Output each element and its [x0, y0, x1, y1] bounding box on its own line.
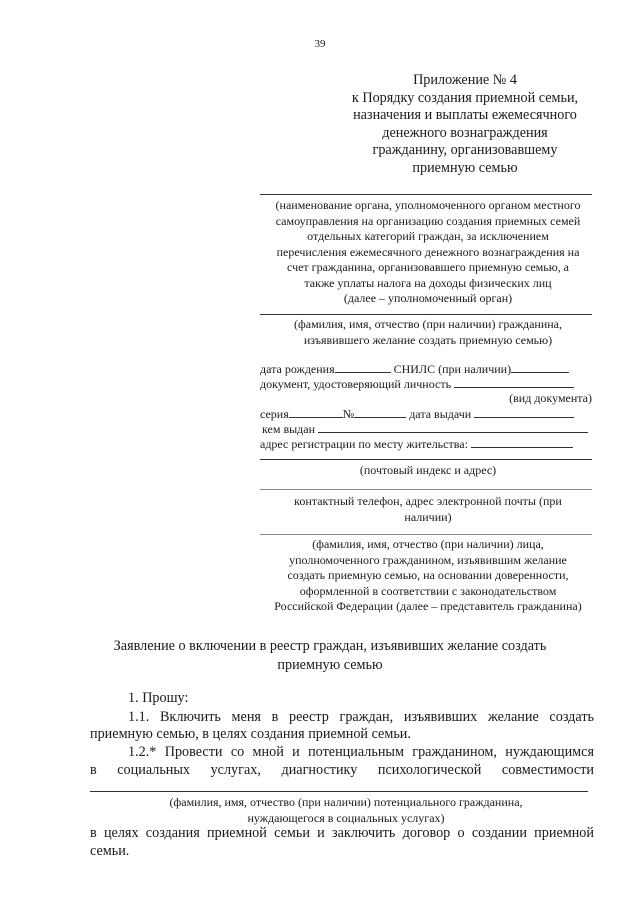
birth-snils-row [260, 361, 569, 377]
caption-line: изъявившего желание создать приемную семью) [303, 332, 553, 347]
issue-date-label: дата выдачи [409, 407, 472, 421]
applicant-caption [258, 317, 598, 348]
caption-line: уполномоченного гражданином, изъявившим желание [289, 552, 567, 567]
issued-by-label: кем выдан [262, 422, 316, 436]
appendix-line: Приложение № 4 [413, 72, 517, 88]
caption-line: оформленной в соответствии с законодательством [299, 583, 557, 598]
series-number-row [260, 406, 574, 422]
snils-field[interactable] [511, 361, 569, 373]
series-label: серия [260, 407, 289, 421]
candidate-name-underline[interactable] [90, 791, 588, 792]
id-document-field[interactable] [454, 376, 574, 388]
caption-line: (фамилия, имя, отчество (при наличии) потенциального гражданина, [169, 795, 523, 809]
caption-line: (фамилия, имя, отчество (при наличии) гражданина, [293, 317, 563, 331]
caption-line: перечисления ежемесячного денежного вознаграждения на [276, 244, 580, 259]
authority-underline[interactable] [260, 194, 592, 195]
caption-line: наличии) [404, 509, 452, 524]
caption-line: (далее – уполномоченный орган) [343, 291, 513, 305]
issued-by-field[interactable] [318, 421, 588, 433]
issued-by-row [262, 421, 588, 437]
appendix-header [340, 72, 590, 177]
item-1-1-line1: 1.1. Включить меня в реестр граждан, изъявивших желание создать [128, 709, 594, 725]
number-label: № [342, 407, 355, 421]
contact-underline[interactable] [260, 489, 592, 490]
reg-address-label: адрес регистрации по месту жительства: [260, 437, 468, 451]
page-number: 39 [314, 38, 326, 50]
appendix-line: назначения и выплаты ежемесячного [353, 107, 577, 123]
form-title-line: приемную семью [277, 657, 383, 673]
caption-line: (фамилия, имя, отчество (при наличии) лица, [312, 537, 544, 551]
series-field[interactable] [289, 406, 343, 418]
caption-line: контактный телефон, адрес электронной почты (при [294, 494, 562, 508]
caption-line: нуждающегося в социальных услугах) [247, 810, 445, 825]
doc-type-caption: (вид документа) [509, 391, 592, 405]
candidate-caption [90, 795, 602, 826]
appendix-line: к Порядку создания приемной семьи, [351, 89, 579, 106]
id-document-row [260, 376, 574, 392]
item-1-1-line2: приемную семью, в целях создания приемной семьи. [90, 726, 411, 742]
closing-line2: семьи. [90, 843, 130, 859]
applicant-name-underline[interactable] [260, 314, 592, 315]
form-title [90, 637, 570, 675]
postal-caption: (почтовый индекс и адрес) [359, 463, 497, 477]
snils-label: СНИЛС (при наличии) [393, 362, 512, 376]
caption-line: создать приемную семью, на основании доверенности, [287, 568, 569, 582]
request-line: 1. Прошу: [128, 690, 189, 706]
appendix-line: денежного вознаграждения [382, 124, 548, 141]
form-title-line: Заявление о включении в реестр граждан, изъявивших желание создать [113, 638, 547, 654]
representative-underline[interactable] [260, 534, 592, 535]
caption-line: также уплаты налога на доходы физических лиц [304, 275, 552, 290]
caption-line: (наименование органа, уполномоченного органом местного [275, 198, 581, 212]
appendix-line: приемную семью [412, 159, 518, 176]
issue-date-field[interactable] [474, 406, 574, 418]
item-1-2-line2: в социальных услугах, диагностику психологической совместимости [90, 762, 594, 778]
caption-line: счет гражданина, организовавшего приемную семью, а [286, 260, 569, 274]
reg-address-field[interactable] [471, 436, 573, 448]
contact-caption [258, 494, 598, 525]
number-field[interactable] [354, 406, 406, 418]
id-document-label: документ, удостоверяющий личность [260, 377, 452, 391]
reg-address-row [260, 436, 573, 452]
caption-line: Российской Федерации (далее – представитель гражданина) [274, 599, 582, 613]
authority-caption [258, 198, 598, 307]
postal-address-underline[interactable] [260, 459, 592, 460]
representative-caption [258, 537, 598, 615]
birth-date-label: дата рождения [260, 362, 335, 376]
closing-line1: в целях создания приемной семьи и заключить договор о создании приемной [90, 825, 594, 841]
appendix-line: гражданину, организовавшему [372, 142, 558, 158]
caption-line: самоуправления на организацию создания приемных семей [275, 213, 581, 228]
caption-line: отдельных категорий граждан, за исключением [307, 229, 549, 243]
item-1-2-line1: 1.2.* Провести со мной и потенциальным гражданином, нуждающимся [128, 744, 594, 760]
birth-date-field[interactable] [335, 361, 391, 373]
